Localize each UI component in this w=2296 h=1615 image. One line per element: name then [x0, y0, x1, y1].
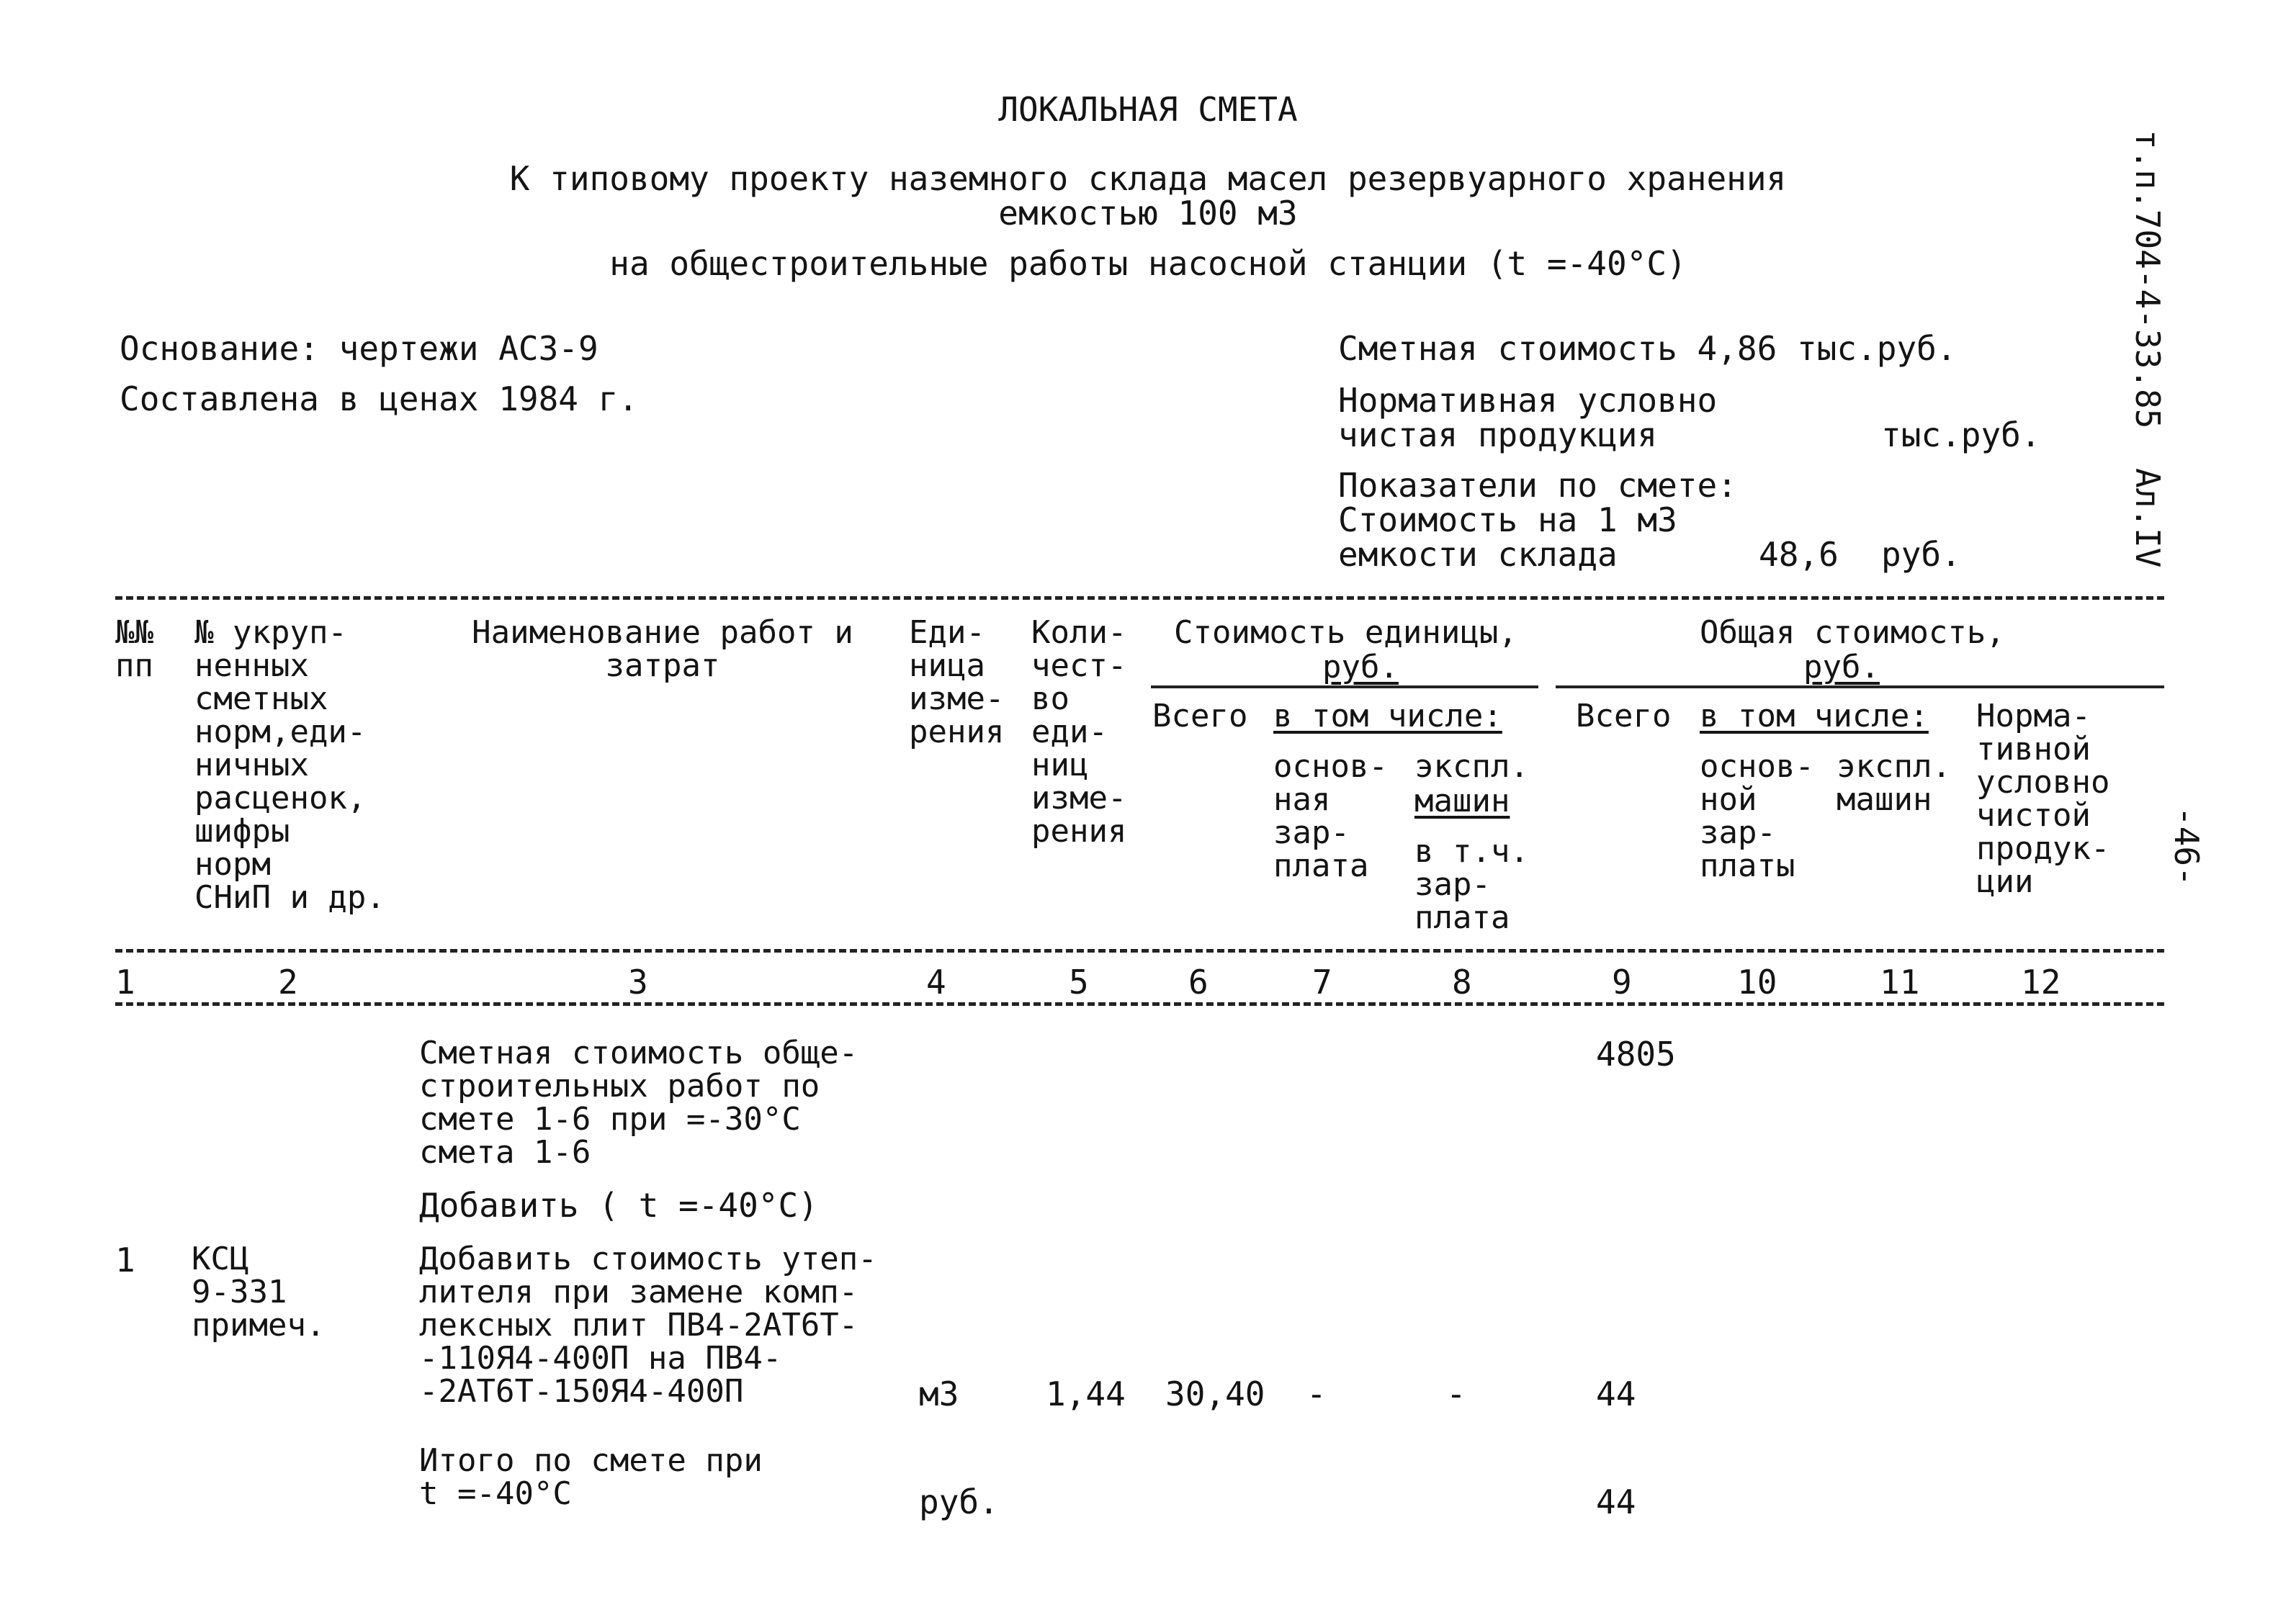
item-total: 44	[1596, 1375, 1636, 1413]
row-base-estimate-text: Сметная стоимость обще- строительных работ по смете 1-6 при =-30°С смета 1-6	[419, 1035, 858, 1171]
item-unit-wage: -	[1306, 1375, 1327, 1413]
indicators-label: Показатели по смете:	[1338, 466, 1737, 505]
header-normative: Норма- тивной условно чистой продук- ции	[1976, 698, 2110, 900]
indicator-value: 48,6	[1759, 535, 1839, 574]
normative-unit: тыс.руб.	[1881, 415, 2041, 454]
unit-cost-rule	[1151, 685, 1538, 688]
subtitle-works: на общестроительные работы насосной станции (t =-40°С)	[609, 244, 1687, 283]
summary-unit: руб.	[919, 1483, 999, 1521]
col-number-5: 5	[1069, 963, 1089, 1002]
header-total-all: Всего	[1576, 698, 1672, 734]
summary-text: Итого по смете при t =-40°С	[419, 1442, 763, 1512]
row-add-label: Добавить ( t =-40°С)	[419, 1186, 818, 1225]
indicator-line1: Стоимость на 1 м3	[1338, 500, 1677, 539]
col-number-3: 3	[628, 963, 648, 1002]
prices-line: Составлена в ценах 1984 г.	[120, 379, 639, 418]
col-number-7: 7	[1312, 963, 1332, 1002]
item-code: КСЦ 9-331 примеч.	[192, 1241, 326, 1344]
header-total-cost-rub: руб.	[1803, 649, 1880, 685]
summary-total: 44	[1596, 1483, 1636, 1521]
header-work-name: Наименование работ и затрат	[472, 614, 853, 684]
estimated-cost: Сметная стоимость 4,86 тыс.руб.	[1338, 329, 1957, 368]
normative-line2: чистая продукция	[1338, 415, 1658, 454]
header-quantity: Коли- чест- во еди- ниц изме- рения	[1031, 614, 1127, 850]
header-including: в том числе:	[1273, 698, 1502, 734]
document-title: ЛОКАЛЬНАЯ СМЕТА	[998, 90, 1298, 129]
page-number: -46-	[2167, 806, 2206, 886]
item-quantity: 1,44	[1046, 1375, 1126, 1413]
header-bottom-rule	[115, 949, 2164, 953]
header-unit-cost: Стоимость единицы,	[1174, 614, 1517, 651]
header-unit-mach-wage: в т.ч. зар- плата	[1414, 833, 1529, 936]
total-cost-rule	[1556, 685, 2164, 688]
item-number: 1	[115, 1241, 135, 1279]
col-number-8: 8	[1452, 963, 1472, 1002]
col-number-6: 6	[1188, 963, 1208, 1002]
col-number-2: 2	[278, 963, 298, 1002]
header-number: №№ пп	[115, 614, 153, 684]
col-number-9: 9	[1612, 963, 1632, 1002]
col-number-1: 1	[115, 963, 135, 1002]
col-number-12: 12	[2021, 963, 2061, 1002]
header-unit-cost-rub: руб.	[1322, 649, 1399, 685]
header-unit-wage: основ- ная зар- плата	[1273, 748, 1388, 884]
header-unit-mach: экспл.	[1414, 748, 1529, 785]
header-unit-total: Всего	[1152, 698, 1248, 734]
col-number-10: 10	[1737, 963, 1777, 1002]
subtitle-capacity: емкостью 100 м3	[998, 194, 1298, 233]
row-base-estimate-total: 4805	[1596, 1035, 1676, 1074]
normative-line1: Нормативная условно	[1338, 381, 1718, 420]
subtitle-project: К типовому проекту наземного склада масел резервуарного хранения	[509, 159, 1787, 198]
item-unit-machines: -	[1446, 1375, 1466, 1413]
item-unit-price: 30,40	[1165, 1375, 1265, 1413]
header-including2: в том числе:	[1700, 698, 1929, 734]
header-total-mach: экспл. машин	[1837, 748, 1951, 818]
item-description: Добавить стоимость утеп- лителя при замене комп- лексных плит ПВ4-2АТ6Т- -110Я4-400П на ПВ4- -2АТ6Т-150Я4-400П	[419, 1241, 877, 1410]
header-total-wage: основ- ной зар- платы	[1700, 748, 1814, 884]
indicator-unit: руб.	[1881, 535, 1961, 574]
margin-project-code: т.п.704-4-33.85	[2128, 130, 2167, 429]
header-unit: Еди- ница изме- рения	[909, 614, 1005, 750]
indicator-line2: емкости склада	[1338, 535, 1618, 574]
table-top-rule	[115, 596, 2164, 600]
header-unit-mach2: машин	[1414, 783, 1510, 819]
header-codes: № укруп- ненных сметных норм,еди- ничных расценок, шифры норм СНиП и др.	[194, 614, 385, 916]
column-numbers-rule	[115, 1002, 2164, 1006]
item-unit: м3	[919, 1375, 959, 1413]
header-total-cost: Общая стоимость,	[1700, 614, 2005, 651]
margin-album: Ал.IV	[2128, 468, 2167, 568]
col-number-11: 11	[1880, 963, 1920, 1002]
col-number-4: 4	[926, 963, 946, 1002]
basis-line: Основание: чертежи АС3-9	[120, 329, 598, 368]
